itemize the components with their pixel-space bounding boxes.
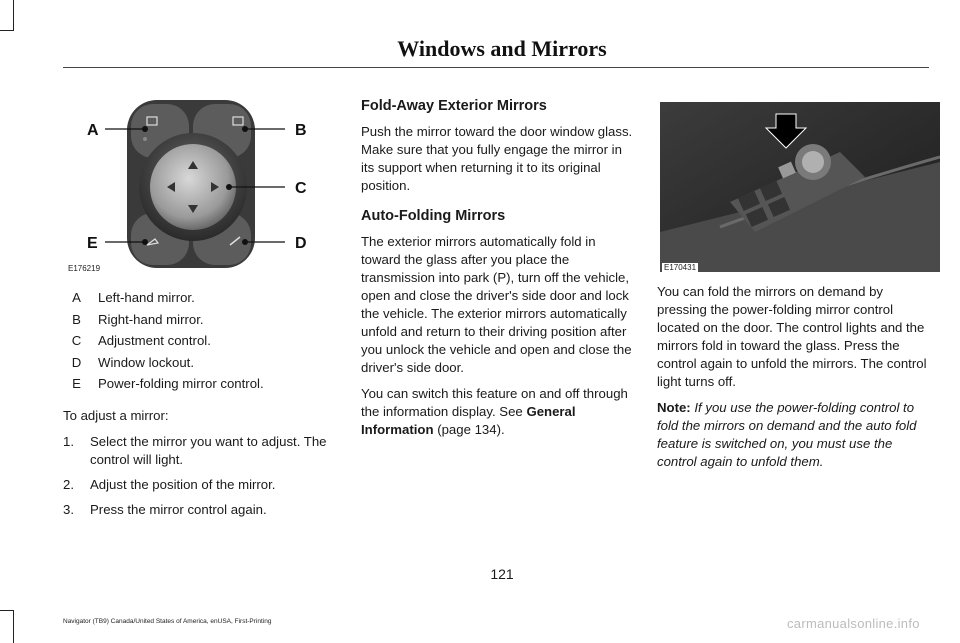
legend-row (63, 354, 343, 376)
fold-on-demand-text: You can fold the mirrors on demand by pressing the power-folding mirror control located on the door. The control lights and the mirrors fold in toward the glass. Press the control again to unfold the mirrors. The control light turns off. (657, 284, 927, 389)
step-number: 1. (63, 433, 74, 449)
legend-key: B (72, 311, 81, 327)
autofold-body: The exterior mirrors automatically fold in toward the glass after you place the transmission into park (P), turn off the vehicle, open and close the driver's side door and lock the vehicle. The exterior mirrors automatically unfold and return to their driving position after you unlock the vehicle and open and close the driver's side door. (361, 234, 632, 375)
step-number: 3. (63, 501, 74, 517)
legend-list (63, 289, 343, 397)
step-text: Adjust the position of the mirror. (90, 476, 276, 492)
note (657, 399, 935, 471)
crop-mark-bottom-left (0, 610, 14, 611)
legend-text: Adjustment control. (98, 333, 211, 348)
note-label: Note: (657, 400, 691, 415)
legend-text: Right-hand mirror. (98, 311, 204, 327)
callout-c: C (295, 180, 307, 197)
figure1-id: E176219 (68, 264, 101, 273)
watermark: carmanualsonline.info (787, 616, 920, 631)
callout-a: A (87, 122, 99, 139)
general-information-link[interactable]: General Information (361, 404, 576, 437)
callout-e: E (87, 235, 98, 252)
step-text: Select the mirror you want to adjust. The control will light. (90, 433, 327, 467)
legend-row (63, 332, 343, 354)
step-text: Press the mirror control again. (90, 501, 267, 517)
foldaway-heading: Fold-Away Exterior Mirrors (361, 98, 547, 114)
legend-row (63, 311, 343, 333)
page-number: 121 (490, 566, 514, 582)
middle-column (361, 97, 635, 447)
step-item (63, 501, 343, 519)
callout-b: B (295, 122, 307, 139)
autofold-switch-pre: You can switch this feature on and off through the information display. See (361, 386, 628, 419)
footer-text: Navigator (TB9) Canada/United States of America, enUSA, First-Printing (63, 618, 272, 625)
door-control-photo (660, 102, 940, 272)
adjust-steps (63, 433, 343, 519)
legend-text: Power-folding mirror control. (98, 376, 264, 391)
page-header-title: Windows and Mirrors (397, 36, 607, 61)
legend-row (63, 375, 343, 397)
legend-row (63, 289, 343, 311)
left-column (63, 289, 343, 526)
step-item (63, 433, 343, 469)
crop-mark-top-left (0, 30, 14, 31)
autofold-switch-text (361, 385, 635, 439)
mirror-control-figure (63, 95, 335, 275)
right-column (657, 283, 935, 479)
crop-mark-bottom-left-v (13, 610, 14, 643)
legend-key: C (71, 333, 82, 348)
crop-mark-top-left-v (13, 0, 14, 31)
figure2-id: E170431 (664, 263, 697, 272)
step-item (63, 476, 343, 494)
legend-text: Window lockout. (98, 354, 195, 370)
legend-key: E (72, 376, 81, 391)
autofold-heading: Auto-Folding Mirrors (361, 208, 506, 224)
adjust-intro: To adjust a mirror: (63, 407, 169, 423)
foldaway-body: Push the mirror toward the door window glass. Make sure that you fully engage the mirror in its support when returning it to its original position. (361, 124, 633, 193)
header-rule (63, 67, 929, 68)
step-number: 2. (63, 476, 74, 492)
legend-key: A (72, 290, 81, 305)
note-text: If you use the power-folding control to fold the mirrors on demand and the auto fold feature is switched on, you must use the control again to unfold them. (657, 400, 917, 469)
legend-key: D (71, 354, 82, 370)
autofold-switch-post: (page 134). (433, 422, 505, 437)
legend-text: Left-hand mirror. (98, 290, 195, 305)
callout-d: D (295, 235, 307, 252)
